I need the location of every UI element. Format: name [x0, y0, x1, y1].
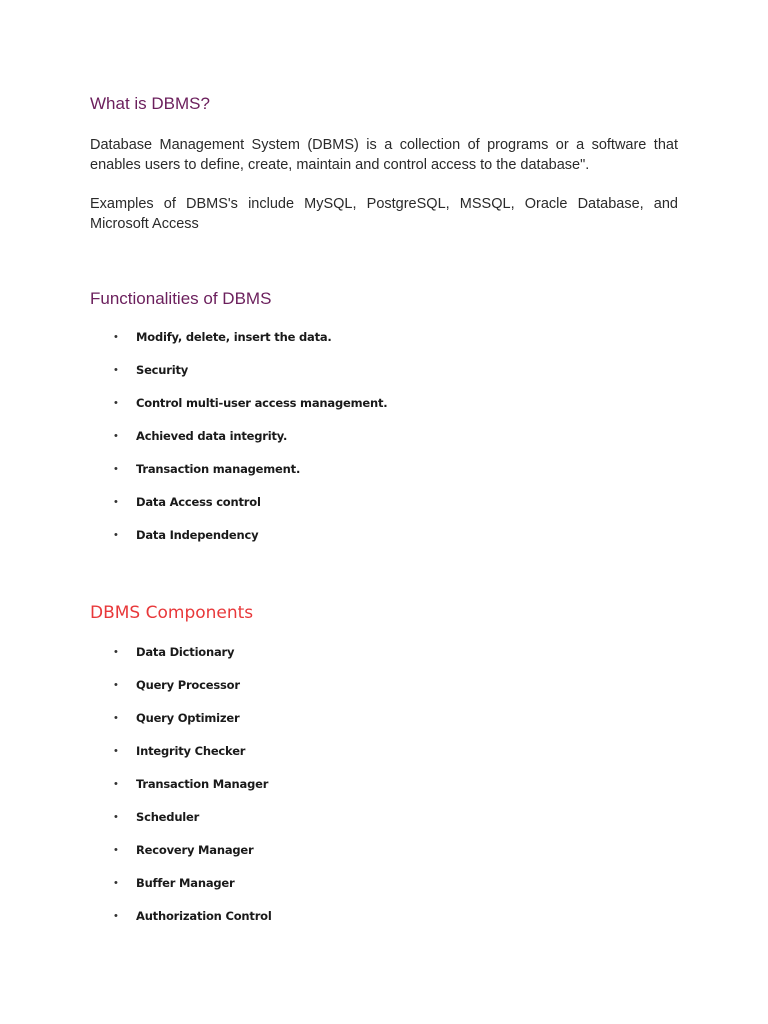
bullet-icon: •	[114, 679, 118, 691]
bullet-icon: •	[114, 844, 118, 856]
list-item	[0, 361, 768, 379]
bullet-icon: •	[114, 364, 118, 376]
list-item	[0, 907, 768, 925]
heading-what-is-dbms: What is DBMS?	[90, 94, 210, 113]
bullet-icon: •	[114, 745, 118, 757]
list-item	[0, 775, 768, 793]
list-item-text: Data Independency	[136, 528, 259, 542]
bullet-icon: •	[114, 397, 118, 409]
list-item	[0, 874, 768, 892]
list-item	[0, 493, 768, 511]
list-item-text: Data Access control	[136, 495, 261, 509]
list-item	[0, 676, 768, 694]
list-item	[0, 709, 768, 727]
bullet-icon: •	[114, 778, 118, 790]
list-item-text: Authorization Control	[136, 909, 272, 923]
list-item	[0, 841, 768, 859]
list-item	[0, 394, 768, 412]
list-item	[0, 742, 768, 760]
list-item-text: Scheduler	[136, 810, 200, 824]
bullet-icon: •	[114, 331, 118, 343]
bullet-icon: •	[114, 463, 118, 475]
bullet-icon: •	[114, 496, 118, 508]
bullet-icon: •	[114, 430, 118, 442]
list-item-text: Security	[136, 363, 189, 377]
list-item-text: Integrity Checker	[136, 744, 246, 758]
list-item	[0, 526, 768, 544]
list-item	[0, 328, 768, 346]
list-item-text: Transaction management.	[136, 462, 301, 476]
bullet-icon: •	[114, 910, 118, 922]
bullet-icon: •	[114, 811, 118, 823]
list-item	[0, 460, 768, 478]
heading-functionalities: Functionalities of DBMS	[90, 289, 272, 308]
list-item-text: Query Optimizer	[136, 711, 240, 725]
bullet-icon: •	[114, 877, 118, 889]
list-item-text: Buffer Manager	[136, 876, 235, 890]
list-item-text: Query Processor	[136, 678, 240, 692]
list-item-text: Data Dictionary	[136, 645, 235, 659]
paragraph-dbms-examples: Examples of DBMS's include MySQL, PostgreSQL, MSSQL, Oracle Database, and Microsoft Access	[90, 196, 678, 232]
list-item-text: Control multi-user access management.	[136, 396, 388, 410]
list-item-text: Modify, delete, insert the data.	[136, 330, 332, 344]
list-item	[0, 427, 768, 445]
list-item-text: Recovery Manager	[136, 843, 254, 857]
paragraph-dbms-definition: Database Management System (DBMS) is a collection of programs or a software that enables users to define, create, maintain and control access to the database".	[90, 137, 678, 173]
bullet-icon: •	[114, 529, 118, 541]
list-item	[0, 643, 768, 661]
bullet-icon: •	[114, 712, 118, 724]
list-item	[0, 808, 768, 826]
bullet-icon: •	[114, 646, 118, 658]
list-item-text: Transaction Manager	[136, 777, 269, 791]
heading-dbms-components: DBMS Components	[90, 603, 254, 623]
list-item-text: Achieved data integrity.	[136, 429, 288, 443]
